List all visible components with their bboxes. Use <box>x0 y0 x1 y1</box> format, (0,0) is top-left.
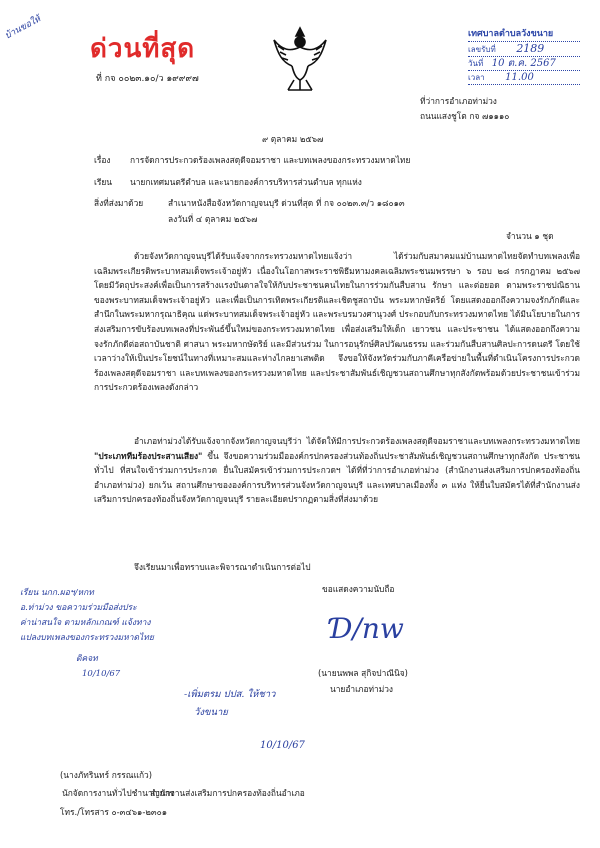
office-name: ที่ว่าการอำเภอท่าม่วง <box>420 96 497 106</box>
stamp-date: วันที่ 10 ต.ค. 2567 <box>468 57 580 71</box>
handwritten-note: เรียน นกก.ผอฯ/หกท อ.ท่าม่วง ขอความร่วมมือส่งประ ค่าน่าสนใจ ตามหลักเกณฑ์ แจ้งทาง แปลงบทเพลงของกระทรวงมหาดไทย ดิคจท 10/10/67 <box>20 588 154 679</box>
closing: ขอแสดงความนับถือ <box>322 584 395 594</box>
receipt-stamp <box>468 28 580 85</box>
enclosure-line2: ลงวันที่ ๔ ตุลาคม ๒๕๖๗ <box>168 214 258 224</box>
ref-number: ที่ กจ ๐๐๒๓.๑๐/ว ๑๙๙๙๗ <box>96 74 199 84</box>
closing-request: จึงเรียนมาเพื่อทราบและพิจารณาดำเนินการต่อไป <box>134 562 311 572</box>
stamp-received-no: เลขรับที่ 2189 <box>468 42 580 57</box>
enclosure-count: จำนวน ๑ ชุด <box>506 231 554 241</box>
handwritten-note-2: -เพิ่มตรม ปปส. ให้ชาว วังขนาย <box>184 689 276 718</box>
to-recipient: นายกเทศมนตรีตำบล และนายกองค์การบริหารส่วนตำบล ทุกแห่ง <box>130 177 362 187</box>
to-label: เรียน <box>94 177 112 187</box>
signature: Ɗ/nw <box>330 612 404 645</box>
body-paragraph-2: อำเภอท่าม่วงได้รับแจ้งจากจังหวัดกาญจนบุรีว่า ได้จัดให้มีการประกวดร้องเพลงสดุดีจอมราชาและบทเพลงกระทรวงมหาดไทย "ประเภททีมร้องประสานเสียง" ขึ้น จึงขอความร่วมมือองค์กรปกครองส่วนท้องถิ่นประชาสัมพันธ์เชิญชวนสถานศึกษาทุกสังกัด ประชาชนทั่วไป ที่สนใจเข้าร่วมการประกวด ยื่นใบสมัครเข้าร่วมการประกวดฯ ได้ที่ที่ว่าการอำเภอท่าม่วง (สำนักงานส่งเสริมการปกครองท้องถิ่นอำเภอท่าม่วง) ยกเว้น สถานศึกษาขององค์การบริหารส่วนจังหวัดกาญจนบุรี และเทศบาลเมืองทั้ง ๓ แห่ง ให้ยื่นใบสมัครได้ที่สำนักงานส่งเสริมการปกครองท้องถิ่นจังหวัดกาญจนบุรี รายละเอียดปรากฏตามสิ่งที่ส่งมาด้วย <box>94 436 580 505</box>
reviewer-note: นักจัดการงานทั่วไปชำนาญการ <box>62 788 174 798</box>
body-paragraph-1: ด้วยจังหวัดกาญจนบุรีได้รับแจ้งจากกระทรวงมหาดไทยแจ้งว่า ได้ร่วมกับสมาคมแม่บ้านมหาดไทยจัดทำบทเพลงเพื่อเฉลิมพระเกียรติพระบาทสมเด็จพระเจ้าอยู่หัว เนื่องในโอกาสพระราชพิธีมหามงคลเฉลิมพระชนมพรรษา ๖ รอบ ๒๘ กรกฎาคม ๒๕๖๗ โดยมีวัตถุประสงค์เพื่อเป็นการสร้างแรงบันดาลใจให้กับประชาชนคนไทยในการร่วมกันสืบสาน รักษา และต่อยอด ตามพระราชปณิธานของพระบาทสมเด็จพระเจ้าอยู่หัว และเพื่อเป็นการเทิดพระเกียรติและเชิดชูสถาบัน พระมหากษัตริย์ โดยแสดงออกถึงความจงรักภักดีและสำนึกในพระมหากรุณาธิคุณ แด่พระบาทสมเด็จพระเจ้าอยู่หัว และพระบรมวงศานุวงศ์ ประกอบกับกระทรวงมหาดไทย ได้มีนโยบายในการส่งเสริมการขับร้องบทเพลงที่ประพันธ์ขึ้นใหม่ของกระทรวงมหาดไทย เพื่อส่งเสริมให้เด็ก เยาวชน และประชาชน ได้แสดงออกถึงความจงรักภักดีต่อสถาบันชาติ ศาสนา พระมหากษัตริย์ และมีส่วนร่วม ในการอนุรักษ์ศิลปวัฒนธรรม และร่วมกันสืบสานศิลปะการดนตรี โดยใช้เวลาว่างให้เป็นประโยชน์ในทางที่เหมาะสมและห่างไกลยาเสพติด จึงขอให้จังหวัดร่วมกับภาคีเครือข่ายในพื้นที่ดำเนินโครงการประกวดร้องเพลงสดุดีจอมราชา และบทเพลงของกระทรวงมหาดไทย และประชาสัมพันธ์เชิญชวนสถานศึกษาทุกสังกัดพร้อมด้วยประชาชนเข้าร่วมการประกวดร้องเพลงดังกล่าว <box>94 251 580 393</box>
category-highlight: "ประเภททีมร้องประสานเสียง" <box>94 450 203 461</box>
office-address: ถนนแสงชูโต กจ ๗๑๑๑๐ <box>420 111 510 121</box>
subject-label: เรื่อง <box>94 155 111 165</box>
subject: การจัดการประกวดร้องเพลงสดุดีจอมราชา และบทเพลงของกระทรวงมหาดไทย <box>130 155 411 165</box>
footer-phone: โทร./โทรสาร ๐-๓๔๖๑-๒๓๐๑ <box>60 807 168 817</box>
stamp-time: เวลา 11.00 <box>468 71 580 85</box>
letter-date: ๙ ตุลาคม ๒๕๖๗ <box>262 134 324 144</box>
reviewer-name: (นางภัทรินทร์ กรรณแก้ว) <box>60 770 153 780</box>
corner-handwriting: บ้านขอให้ <box>3 14 43 42</box>
footer-department: สำนักงานส่งเสริมการปกครองท้องถิ่นอำเภอ <box>150 788 305 798</box>
urgency-stamp: ด่วนที่สุด <box>90 34 196 64</box>
enclosure-label: สิ่งที่ส่งมาด้วย <box>94 198 144 208</box>
stamp-org: เทศบาลตำบลวังขนาย <box>468 28 580 42</box>
signer-name: (นายนพพล สุกิจปาณีนิจ) <box>318 668 408 678</box>
signer-title: นายอำเภอท่าม่วง <box>330 684 394 694</box>
handwritten-date-2: 10/10/67 <box>260 740 305 751</box>
enclosure-line1: สำเนาหนังสือจังหวัดกาญจนบุรี ด่วนที่สุด ที่ กจ ๐๐๒๓.๓/ว ๑๘๐๑๓ <box>168 198 405 208</box>
garuda-emblem-icon <box>268 22 332 94</box>
